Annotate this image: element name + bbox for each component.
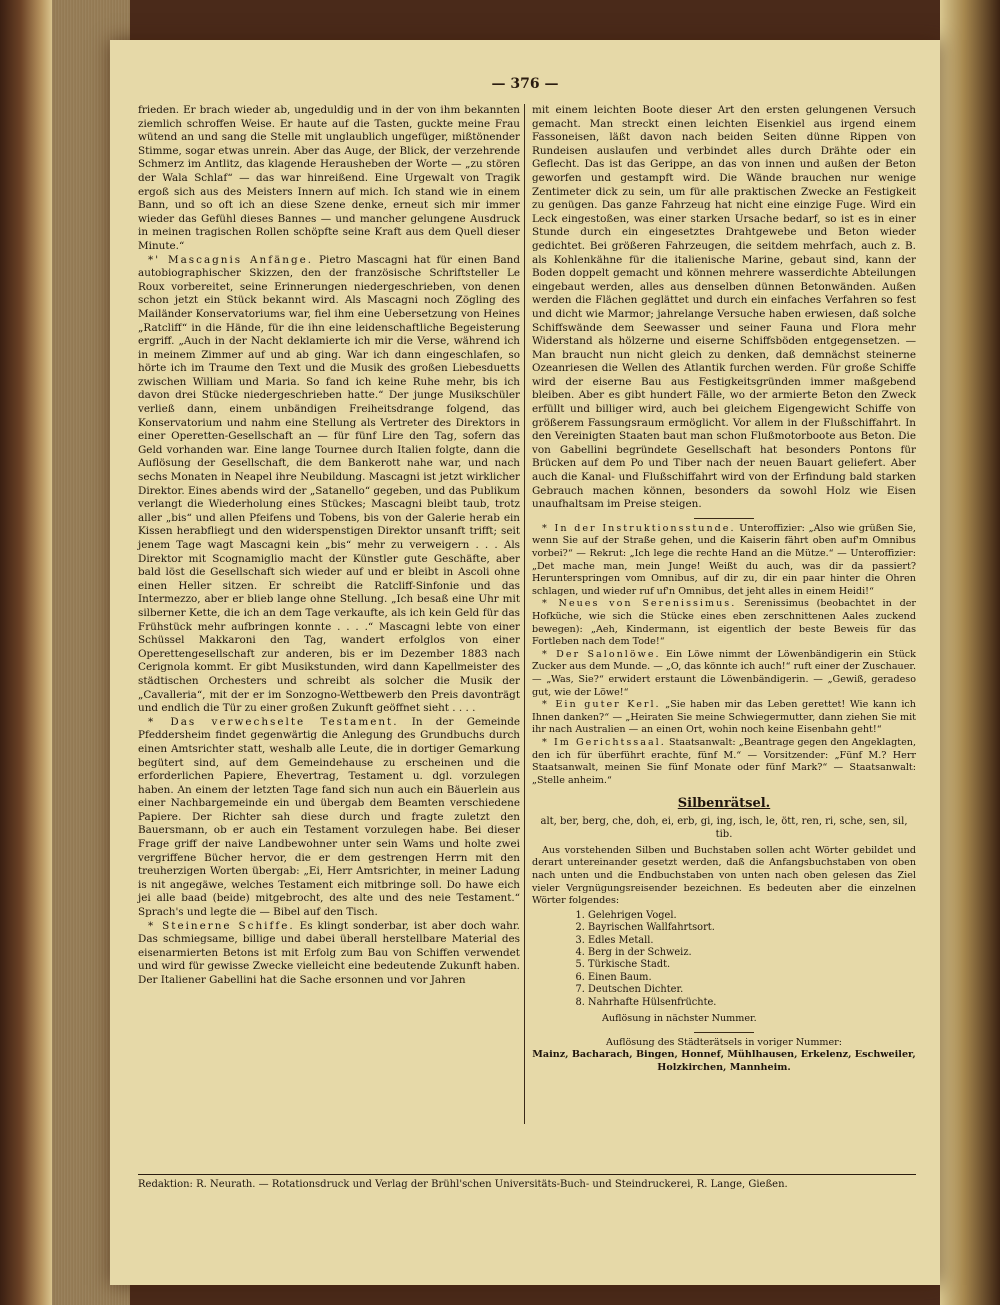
riddle-item: 6. Einen Baum. xyxy=(588,972,916,984)
riddle-item: 5. Türkische Stadt. xyxy=(588,959,916,971)
anecdote-heading: * Neues von Serenissimus. xyxy=(542,598,737,610)
section-divider xyxy=(694,518,754,519)
page-number: — 376 — xyxy=(491,76,559,92)
anecdote-heading: * Ein guter Kerl. xyxy=(542,699,661,711)
anecdote-body: Ein Löwe nimmt der Löwenbändigerin ein Stück Zucker aus dem Munde. — „O, das könnte ich auch!“ ruft einer der Zuschauer. — „Was, Sie?“ erwidert erstaunt die Löwenbändigerin. — „Gewiß, geradeso gut, wie der Löwe!“ xyxy=(532,648,916,698)
anecdote-gericht xyxy=(532,737,916,787)
anecdote-body: Staatsanwalt: „Beantrage gegen den Angeklagten, den ich für überführt erachte, fünf M.“ — Vorsitzender: „Fünf M.? Herr Staatsanwalt, meinen Sie fünf Monate oder fünf Mark?“ — Staatsanwalt: „Stelle anheim.“ xyxy=(532,736,916,786)
newspaper-page xyxy=(110,40,940,1285)
anecdote-salonloewe xyxy=(532,649,916,699)
anecdote-body: Unteroffizier: „Also wie grüßen Sie, wenn Sie auf der Straße gehen, und die Kaiserin fährt oben auf'm Omnibus vorbei?“ — Rekrut: „Ich lege die rechte Hand an die Mütze.“ — Unteroffizier: „Det mache man, mein Junge! Weißt du auch, was dir da passiert? Herunterspringen vom Omnibus, auf dir zu, dir ein paar hinter die Ohren schlagen, und wieder ruf uf'n Omnibus, det jeht alles in einem Heidi!“ xyxy=(532,522,916,597)
anecdote-serenissimus xyxy=(532,598,916,648)
article-continuation: frieden. Er brach wieder ab, ungeduldig und in der von ihm bekannten ziemlich schroffen Weise. Er haute auf die Tasten, guckte meine Frau wütend an und sang die Stelle mit unglaublich ungefüger, mißtönender Stimme, sogar etwas unrein. Aber das Auge, der Blick, der verzehrende Schmerz im Antlitz, das klagende Herausheben der Worte — „zu stören der Wala Schlaf“ — das war hinreißend. Eine Urgewalt von Tragik ergoß sich aus des Meisters Innern auf mich. Ich stand wie in einem Bann, und so oft ich an diese Szene denke, erneut sich mir immer wieder das Gefühl dieses Bannes — und mancher gelungene Ausdruck in meinen tragischen Rollen schöpfte seine Kraft aus dem Quell dieser Minute.“ xyxy=(138,104,520,252)
riddle-syllables: alt, ber, berg, che, doh, ei, erb, gi, ing, isch, le, ött, ren, ri, sche, sen, sil, tib. xyxy=(540,815,908,840)
riddle-next-note: Auflösung in nächster Nummer. xyxy=(602,1013,757,1025)
column-divider xyxy=(524,104,525,1124)
riddle-item: 7. Deutschen Dichter. xyxy=(588,984,916,996)
riddle-title: Silbenrätsel. xyxy=(677,796,771,812)
anecdote-heading: * Im Gerichtssaal. xyxy=(542,736,666,748)
anecdote-kerl xyxy=(532,699,916,737)
riddle-item: 1. Gelehrigen Vogel. xyxy=(588,910,916,922)
article-body: Pietro Mascagni hat für einen Band autobiographischer Skizzen, den der französische Schriftsteller Le Roux vorbereitet, seine Erinnerungen niedergeschrieben, von denen schon jetzt ein Stück bekannt wird. Als Mascagni noch Zögling des Mailänder Konservatoriums war, fiel ihm eine Uebersetzung von Heines „Ratcliff“ in die Hände, für die ihn eine leidenschaftliche Begeisterung ergriff. „Auch in der Nacht deklamierte ich mir die Verse, während ich in meinem Zimmer auf und ab ging. War ich dann eingeschlafen, so hörte ich im Traume den Text und die Musik des großen Liebesduetts zwischen William und Maria. So fand ich keine Ruhe mehr, bis ich davon drei Stücke niedergeschrieben hatte.“ Der junge Musikschüler verließ dann, einem unbändigen Freiheitsdrange folgend, das Konservatorium und nahm eine Stellung als Vertreter des Direktors in einer Operetten-Gesellschaft an — für fünf Lire den Tag, sofern das Geld vorhanden war. Eine lange Tournee durch Italien folgte, dann die Auflösung der Gesellschaft, die dem Bankerott nahe war, und nach sechs Monaten in Neapel ihre Neubildung. Mascagni ist jetzt wirklicher Direktor. Eines abends wird der „Satanello“ gegeben, und das Publikum verlangt die Wiederholung eines Stückes; Mascagni bleibt taub, trotz aller „bis“ und allen Pfeifens und Tobens, bis von der Galerie herab ein Kissen herabfliegt und den widerspenstigen Direktor unsanft trifft; seit jenem Tage wagt Mascagni kein „bis“ mehr zu verweigern . . . Als Direktor mit Scognamiglio macht der Künstler gute Geschäfte, aber bald löst die Gesellschaft sich wieder auf und er bleibt in Ascoli ohne einen Heller sitzen. Er schreibt die Ratcliff-Sinfonie und das Intermezzo, aber er blieb lange ohne Stellung. „Ich besaß eine Uhr mit silberner Kette, die ich an dem Tage verkaufte, als ich kein Geld für das Frühstück mehr aufbringen konnte . . . .“ Mascagni lebte von einer Schüssel Makkaroni den Tag, wandert erfolglos von einer Operettengesellschaft zur anderen, bis er im Dezember 1883 nach Cerignola kommt. Er gibt Musikstunden, wird dann Kapellmeister des städtischen Orchesters und schreibt als solcher die Musik der „Cavalleria“, mit der er im Sonzogno-Wettbewerb den Preis davonträgt und endlich die Tür zu einer großen Zukunft geöffnet sieht . . . . xyxy=(138,253,520,715)
riddle-item: 2. Bayrischen Wallfahrtsort. xyxy=(588,922,916,934)
anecdote-heading: * In der Instruktionsstunde. xyxy=(542,522,736,534)
article-schiffe xyxy=(138,920,520,988)
article-continuation: mit einem leichten Boote dieser Art den ersten gelungenen Versuch gemacht. Man streckt einen leichten Eisenkiel aus irgend einem Fassoneisen, läßt davon nach beiden Seiten dünne Rippen von Rundeisen auslaufen und verbindet alles durch Drähte oder ein Geflecht. Das ist das Gerippe, an das von innen und außen der Beton geworfen und gestampft wird. Die Wände brauchen nur wenige Zentimeter dick zu sein, um für alle praktischen Zwecke an Festigkeit zu genügen. Das ganze Fahrzeug hat nicht eine einzige Fuge. Wird ein Leck eingestoßen, was einer starken Ursache bedarf, so ist es in einer Stunde durch ein eingesetztes Drahtgewebe und Beton wieder gedichtet. Bei größeren Fahrzeugen, die seitdem mehrfach, auch z. B. als Kohlenkähne für die italienische Marine, gebaut sind, kann der Boden doppelt gemacht und können mehrere wasserdichte Abteilungen eingebaut werden, alles aus denselben dünnen Betonwänden. Außen werden die Flächen geglättet und durch ein einfaches Verfahren so fest und dicht wie Marmor; jahrelange Versuche haben erwiesen, daß solche Schiffswände dem Seewasser und seiner Fauna und Flora mehr Widerstand als hölzerne und eiserne Schiffsböden entgegensetzen. — Man braucht nun nicht gleich zu denken, daß demnächst steinerne Ozeanriesen die Wellen des Atlantik furchen werden. Für große Schiffe wird der eiserne Bau aus Festigkeitsgründen immer maßgebend bleiben. Aber es gibt hundert Fälle, wo der armierte Beton den Zweck erfüllt und billiger wird, auch bei gleichem Eigengewicht Schiffe von größerem Fassungsraum ermöglicht. Vor allem in der Flußschiffahrt. In den Vereinigten Staaten baut man schon Flußmotorboote aus Beton. Die von Gabellini begründete Gesellschaft hat besonders Pontons für Brücken auf dem Po und Tiber nach der neuen Bauart geliefert. Aber auch die Kanal- und Flußschiffahrt wird von der Erfindung bald starken Gebrauch machen können, besonders da sowohl Holz wie Eisen unaufhaltsam im Preise steigen. xyxy=(532,104,916,511)
anecdote-heading: * Der Salonlöwe. xyxy=(542,648,661,660)
riddle-item: 8. Nahrhafte Hülsenfrüchte. xyxy=(588,997,916,1009)
article-testament xyxy=(138,716,520,920)
article-heading: * Das verwechselte Testament. xyxy=(148,715,399,728)
anecdote-body: „Sie haben mir das Leben gerettet! Wie kann ich Ihnen danken?“ — „Heiraten Sie meine Schwiegermutter, dann ziehen Sie mit ihr nach Australien — an einen Ort, wohin noch keine Eisenbahn geht!“ xyxy=(532,699,916,736)
article-body: Es klingt sonderbar, ist aber doch wahr. Das schmiegsame, billige und dabei überall herstellbare Material des eisenarmierten Betons ist mit Erfolg zum Bau von Schiffen verwendet und wird für gewisse Zwecke vielleicht eine bedeutende Zukunft haben. Der Italiener Gabellini hat die Sache ersonnen und vor Jahren xyxy=(138,919,520,986)
riddle-item: 3. Edles Metall. xyxy=(588,935,916,947)
section-divider xyxy=(694,1032,754,1033)
riddle-list xyxy=(588,910,916,1009)
book-spine xyxy=(0,0,52,1305)
article-mascagni xyxy=(138,254,520,716)
riddle-intro: Aus vorstehenden Silben und Buchstaben sollen acht Wörter gebildet und derart untereinander gesetzt werden, daß die Anfangsbuchstaben von oben nach unten und die Endbuchstaben von unten nach oben gelesen das Ziel vieler Vergnügungsreisender bezeichnen. Es bedeuten aber die einzelnen Wörter folgendes: xyxy=(532,844,916,907)
imprint-footer: Redaktion: R. Neurath. — Rotationsdruck und Verlag der Brühl'schen Universitäts-Buch- und Steindruckerei, R. Lange, Gießen. xyxy=(138,1174,916,1190)
anecdotes xyxy=(532,523,916,787)
right-page-edge xyxy=(940,0,1000,1305)
solution-heading: Auflösung des Städterätsels in voriger Nummer: xyxy=(605,1036,843,1048)
anecdote-body: Serenissimus (beobachtet in der Hofküche, wie sich die Stücke eines eben zerschnittenen Aales zuckend bewegen): „Aeh, Kindermann, ist eigentlich der beste Beweis für das Fortleben nach dem Tode!“ xyxy=(532,598,916,648)
riddle-item: 4. Berg in der Schweiz. xyxy=(588,947,916,959)
article-heading: *' Mascagnis Anfänge. xyxy=(148,253,314,266)
anecdote-instruktion xyxy=(532,523,916,599)
article-body: In der Gemeinde Pfeddersheim findet gegenwärtig die Anlegung des Grundbuchs durch einen Amtsrichter statt, weshalb alle Leute, die in dortiger Gemarkung begütert sind, auf dem Gemeindehause zu erscheinen und die erforderlichen Papiere, Ehevertrag, Testament u. dgl. vorzulegen haben. An einem der letzten Tage fand sich nun auch ein Bäuerlein aus einer Nachbargemeinde ein und übergab dem Beamten verschiedene Papiere. Der Richter sah diese durch und fragte zuletzt den Bauersmann, ob er auch ein Testament vorzulegen habe. Bei dieser Frage griff der naive Landbewohner unter sein Wams und holte zwei vergriffene Bücher hervor, die er dem gestrengen Herrn mit den treuherzigen Worten übergab: „Ei, Herr Amtsrichter, in meiner Ladung is nit angegäwe, welches Testament eich mitbringe soll. Do hawe eich jei alle baad (beide) mitgebrocht, des alte und des neie Testament.“ Sprach's und legte die — Bibel auf den Tisch. xyxy=(138,715,520,919)
solution-text: Mainz, Bacharach, Bingen, Honnef, Mühlhausen, Erkelenz, Eschweiler, Holzkirchen, Mannheim. xyxy=(532,1049,916,1073)
right-column xyxy=(532,104,916,1074)
article-heading: * Steinerne Schiffe. xyxy=(148,919,295,932)
left-column xyxy=(138,104,520,988)
